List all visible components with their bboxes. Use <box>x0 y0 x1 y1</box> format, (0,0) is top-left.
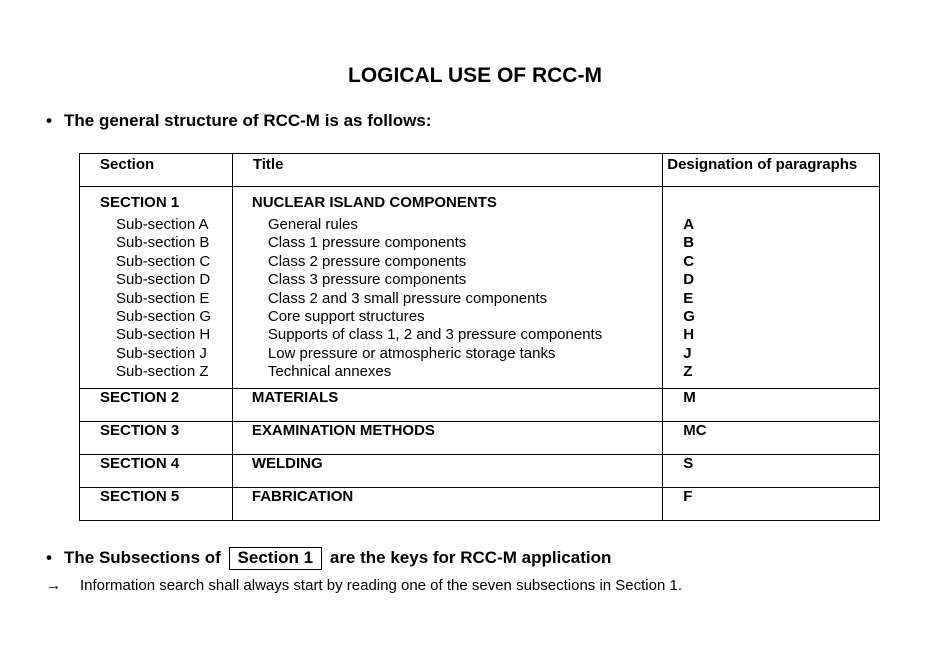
subsection-code: A <box>683 216 695 233</box>
subsection-code: Z <box>683 363 693 381</box>
table-row-section-1 <box>80 187 880 389</box>
intro-line <box>46 111 431 131</box>
section-code: MC <box>683 421 707 439</box>
subsection-title: Low pressure or atmospheric storage tanks <box>267 344 556 362</box>
section-title: EXAMINATION METHODS <box>251 421 435 439</box>
subsection-code: G <box>683 308 695 326</box>
subsection-name: Sub-section H <box>116 326 211 344</box>
section-name: SECTION 5 <box>100 487 180 505</box>
subsection-name-list <box>80 216 232 382</box>
section-title: WELDING <box>251 454 323 472</box>
table-row <box>80 487 880 520</box>
subsection-name: Sub-section B <box>116 234 210 252</box>
subsection-name: Sub-section D <box>116 271 211 289</box>
subsection-name: Sub-section Z <box>116 363 209 381</box>
page-title: LOGICAL USE OF RCC-M <box>348 64 602 87</box>
section-name: SECTION 2 <box>100 388 180 406</box>
intro-text: The general structure of RCC-M is as follows: <box>64 111 432 130</box>
section-code: F <box>683 487 693 505</box>
subsection-code: C <box>683 252 695 270</box>
subsection-title: Class 1 pressure components <box>267 234 467 252</box>
section-name: SECTION 4 <box>100 454 180 472</box>
keys-text-after: are the keys for RCC-M application <box>329 548 612 567</box>
subsection-code: H <box>683 326 695 344</box>
keys-line <box>46 548 611 568</box>
bullet-icon: • <box>46 548 52 567</box>
table-header-row <box>80 154 880 187</box>
section-1-box: Section 1 <box>229 547 323 570</box>
subsection-code: E <box>683 289 694 307</box>
subsection-title: Core support structures <box>267 308 425 326</box>
section-title: MATERIALS <box>251 388 339 406</box>
table-row <box>80 421 880 454</box>
section-title: FABRICATION <box>251 487 354 505</box>
note-text: Information search shall always start by reading one of the seven subsections in Section 1. <box>80 577 682 594</box>
subsection-code: B <box>683 234 695 252</box>
subsection-code: J <box>683 344 692 362</box>
subsection-name: Sub-section C <box>116 252 211 270</box>
subsection-code-list <box>663 216 879 382</box>
subsection-title: General rules <box>267 216 358 233</box>
keys-text-before: The Subsections of <box>64 548 221 567</box>
subsection-title: Technical annexes <box>267 363 392 381</box>
note-line <box>46 577 682 594</box>
subsection-name: Sub-section E <box>116 289 210 307</box>
subsection-title: Class 2 pressure components <box>267 252 467 270</box>
section-code: S <box>683 454 694 472</box>
table-row <box>80 454 880 487</box>
subsection-title: Class 2 and 3 small pressure components <box>267 289 548 307</box>
section-code: M <box>683 388 696 406</box>
bullet-icon: • <box>46 111 52 130</box>
header-designation: Designation of paragraphs <box>667 156 858 173</box>
arrow-icon: → <box>46 577 61 594</box>
subsection-name: Sub-section A <box>116 216 209 233</box>
table-row <box>80 388 880 421</box>
section-1-title: NUCLEAR ISLAND COMPONENTS <box>251 194 497 211</box>
header-section: Section <box>100 156 155 173</box>
subsection-code: D <box>683 271 695 289</box>
subsection-title: Class 3 pressure components <box>267 271 467 289</box>
section-1-name: SECTION 1 <box>100 194 180 211</box>
header-title: Title <box>252 156 284 173</box>
subsection-title: Supports of class 1, 2 and 3 pressure components <box>267 326 603 344</box>
subsection-name: Sub-section G <box>116 308 212 326</box>
subsection-title-list <box>233 216 662 382</box>
section-name: SECTION 3 <box>100 421 180 439</box>
subsection-name: Sub-section J <box>116 344 207 362</box>
structure-table <box>79 153 880 521</box>
